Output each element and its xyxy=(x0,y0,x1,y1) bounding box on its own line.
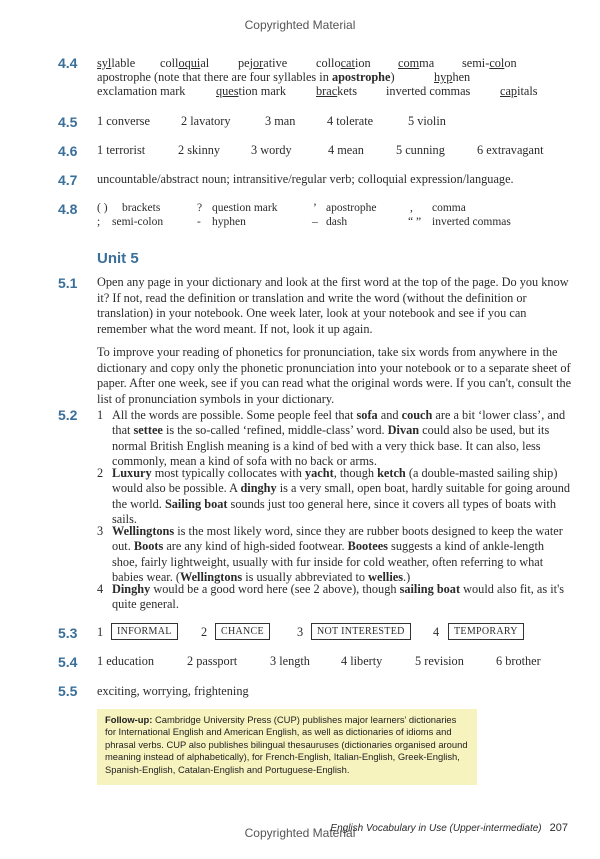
answer-boxed-word: NOT INTERESTED xyxy=(311,623,411,640)
answer-item: 1 converse xyxy=(97,114,150,128)
punctuation-name: dash xyxy=(326,216,348,228)
answer-item: 4 mean xyxy=(328,143,364,157)
answer-item: 6 brother xyxy=(496,654,541,668)
answer-colloquial: colloquial xyxy=(160,56,210,70)
follow-up-box xyxy=(97,709,477,785)
answer-apostrophe-note: apostrophe (note that there are four syllables in apostrophe) xyxy=(97,70,395,84)
answer-comma: comma xyxy=(398,56,435,70)
follow-up-label: Follow-up: xyxy=(105,714,153,725)
page-footer xyxy=(330,822,568,834)
answer-text: uncountable/abstract noun; intransitive/regular verb; colloquial expression/language. xyxy=(97,172,514,186)
answer-item: 3 wordy xyxy=(251,143,292,157)
punctuation-symbol: ; xyxy=(97,216,101,228)
punctuation-name: comma xyxy=(432,202,466,214)
answer-paragraph: Open any page in your dictionary and look at the first word at the top of the page. Do you know it? If not, read the definition or translation and write the word (without the definition or translation) in your notebook. One week later, look at your notebook and see if you can remember what the word meant. If not, look it up again. xyxy=(97,275,569,336)
answer-inverted-commas: inverted commas xyxy=(386,84,471,98)
answer-item: 2 passport xyxy=(187,654,238,668)
answer-text: exciting, worrying, frightening xyxy=(97,684,249,698)
punctuation-name: question mark xyxy=(212,202,278,214)
punctuation-symbol: ( ) xyxy=(97,202,108,214)
answer-exclamation-mark: exclamation mark xyxy=(97,84,186,98)
answer-item: 5 violin xyxy=(408,114,446,128)
answer-item: 2 lavatory xyxy=(181,114,231,128)
answer-item: 5 revision xyxy=(415,654,464,668)
punctuation-name: inverted commas xyxy=(432,216,511,228)
follow-up-text: Cambridge University Press (CUP) publishes major learners’ dictionaries for International English and American English, as well as dictionaries of idioms and phrasal verbs. CUP also publishes bilingual thesauruses (dictionaries organised around meaning instead of alphabetically), for French-English, Italian-English, Greek-English, Spanish-English, Catalan-English and Portuguese-English. xyxy=(105,714,468,775)
answer-number: 1 xyxy=(97,625,104,639)
punctuation-name: semi-colon xyxy=(112,216,164,228)
exercise-number-4-8: 4.8 xyxy=(58,201,78,217)
punctuation-symbol: , xyxy=(410,202,413,214)
unit-heading: Unit 5 xyxy=(97,250,139,267)
punctuation-symbol: - xyxy=(197,216,201,228)
answer-number: 2 xyxy=(201,625,208,639)
answer-boxed-word: TEMPORARY xyxy=(448,623,524,640)
answer-item: 3 length xyxy=(270,654,310,668)
answer-subitem: 1 All the words are possible. Some people feel that sofa and couch are a bit ‘lower class’, and that settee is the so-called ‘refined, middle-class’ word. Divan could also be used, but its normal British English meaning is a kind of bed with a very thick base. It can also, less commonly, mean a kind of sofa with no back or arms. xyxy=(97,408,566,468)
answer-number: 3 xyxy=(297,625,304,639)
answer-item: 5 cunning xyxy=(396,143,445,157)
answer-pejorative: pejorative xyxy=(238,56,288,70)
book-title: English Vocabulary in Use (Upper-intermediate) xyxy=(330,823,542,834)
exercise-number-4-6: 4.6 xyxy=(58,143,78,159)
exercise-number-5-3: 5.3 xyxy=(58,625,78,641)
exercise-number-4-5: 4.5 xyxy=(58,114,78,130)
punctuation-symbol: “ ” xyxy=(408,216,422,228)
exercise-number-4-7: 4.7 xyxy=(58,172,78,188)
watermark-bottom: Copyrighted Material xyxy=(244,826,356,840)
answer-item: 2 skinny xyxy=(178,143,221,157)
answer-question-mark: question mark xyxy=(216,84,287,98)
answer-hyphen: hyphen xyxy=(434,70,471,84)
answer-boxed-word: CHANCE xyxy=(215,623,270,640)
answer-subitem: 4 Dinghy would be a good word here (see 2 above), though sailing boat would also fit, as it's quite general. xyxy=(97,582,565,612)
exercise-number-5-4: 5.4 xyxy=(58,654,78,670)
answer-item: 4 tolerate xyxy=(327,114,374,128)
exercise-number-5-2: 5.2 xyxy=(58,407,78,423)
answer-item: 4 liberty xyxy=(341,654,383,668)
punctuation-symbol: ’ xyxy=(313,202,317,214)
answer-item: 6 extravagant xyxy=(477,143,544,157)
punctuation-name: hyphen xyxy=(212,216,246,228)
punctuation-name: apostrophe xyxy=(326,202,377,214)
answer-paragraph: To improve your reading of phonetics for pronunciation, take six words from anywhere in the dictionary and copy only the phonetic pronunciation into your notebook or to a separate sheet of paper. After one week, see if you can read what the original words were. If you can't, consult the list of pronunciation symbols in your dictionary. xyxy=(97,345,572,406)
answer-syllable: syllable xyxy=(97,56,136,70)
answer-boxed-word: INFORMAL xyxy=(111,623,178,640)
punctuation-symbol: – xyxy=(312,216,318,228)
answer-brackets: brackets xyxy=(316,84,357,98)
punctuation-symbol: ? xyxy=(197,202,203,214)
answer-collocation: collocation xyxy=(316,56,371,70)
answer-subitem: 2 Luxury most typically collocates with yacht, though ketch (a double-masted sailing ship) would also be possible. A dinghy is a very small, open boat, hardly suitable for going around the world. Sailing boat sounds just too general here, since it covers all types of boats with sails. xyxy=(97,466,571,526)
answer-item: 1 education xyxy=(97,654,155,668)
answer-subitem: 3 Wellingtons is the most likely word, since they are rubber boots designed to keep the water out. Boots are any kind of high-sided footwear. Bootees suggests a kind of ankle-length shoe, fairly lightweight, usually with fur inside for cold weather, often referring to what babies wear. (Wellingtons is usually abbreviated to wellies.) xyxy=(97,524,563,584)
answer-item: 1 terrorist xyxy=(97,143,146,157)
answer-capitals: capitals xyxy=(500,84,538,98)
punctuation-name: brackets xyxy=(122,202,161,214)
page-number: 207 xyxy=(549,822,568,834)
exercise-number-5-1: 5.1 xyxy=(58,275,78,291)
answer-item: 3 man xyxy=(265,114,296,128)
exercise-number-5-5: 5.5 xyxy=(58,683,78,699)
watermark-top: Copyrighted Material xyxy=(244,18,356,32)
answer-number: 4 xyxy=(433,625,440,639)
exercise-number-4-4: 4.4 xyxy=(58,55,78,71)
answer-semi-colon: semi-colon xyxy=(462,56,517,70)
